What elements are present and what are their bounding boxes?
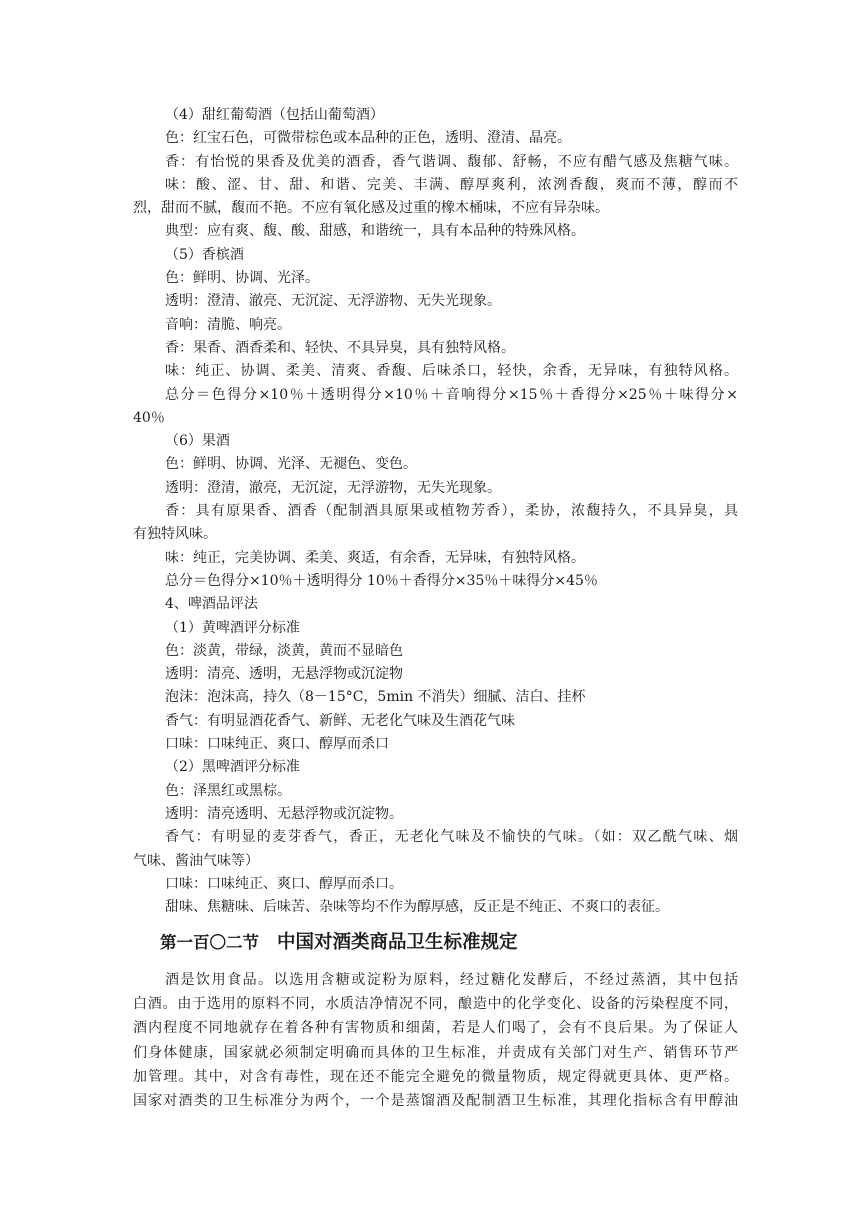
text-line: （1）黄啤酒评分标准 [165,619,300,636]
text-line: 4、啤酒品评法 [165,596,258,613]
text-line: 透明：澄清，澈亮，无沉淀，无浮游物，无失光现象。 [165,479,501,496]
text-line: 甜味、焦糖味、后味苦、杂味等均不作为醇厚感，反正是不纯正、不爽口的表征。 [165,899,669,916]
text-line: 总分＝色得分×10％＋透明得分 10％＋香得分×35％＋味得分×45％ [165,572,598,589]
section-title: 中国对酒类商品卫生标准规定 [277,932,518,953]
text-line: 香气：有明显的麦芽香气，香正，无老化气味及不愉快的气味。（如：双乙酰气味、烟 [165,829,738,846]
text-line: 音响：清脆、响亮。 [165,316,291,333]
text-line: 香：有怡悦的果香及优美的酒香，香气谐调、馥郁、舒畅，不应有醋气感及焦糖气味。 [165,153,738,170]
text-line: 们身体健康，国家就必须制定明确而具体的卫生标准，并责成有关部门对生产、销售环节严 [133,1044,738,1061]
hygiene-standard-paragraph [133,968,738,1113]
text-line: 酒是饮用食品。以选用含糖或淀粉为原料，经过糖化发酵后，不经过蒸酒，其中包括 [165,972,738,988]
text-line: （6）果酒 [165,433,230,450]
section-number: 第一百〇二节 [160,933,259,952]
text-line: 香气：有明显酒花香气、新鲜、无老化气味及生酒花气味 [165,712,515,729]
text-line: 色：淡黄，带绿，淡黄，黄而不显暗色 [165,642,403,659]
text-line: 透明：清亮、透明，无悬浮物或沉淀物 [165,666,403,683]
text-line: 色：红宝石色，可微带棕色或本品种的正色，透明、澄清、晶亮。 [165,130,571,147]
text-line: 国家对酒类的卫生标准分为两个，一个是蒸馏酒及配制酒卫生标准，其理化指标含有甲醇油 [133,1092,738,1109]
text-line: （5）香槟酒 [165,246,244,263]
text-line: （2）黑啤酒评分标准 [165,759,300,776]
text-line: 口味：口味纯正、爽口、醇厚而杀口。 [165,875,403,892]
text-line: 香：具有原果香、酒香（配制酒具原果或植物芳香），柔协，浓馥持久，不具异臭，具 [165,503,738,520]
text-line: 加管理。其中，对含有毒性，现在还不能完全避免的微量物质，规定得就更具体、更严格。 [133,1068,738,1085]
section-heading [160,928,518,958]
text-line: 泡沫：泡沫高，持久（8－15°C，5min 不消失）细腻、洁白、挂杯 [165,689,586,706]
text-line: 味：纯正，完美协调、柔美、爽适，有余香，无异味，有独特风格。 [165,549,585,566]
text-line: 40％ [133,409,165,426]
wine-evaluation-section [133,104,738,919]
text-line: 香：果香、酒香柔和、轻快、不具异臭，具有独特风格。 [165,339,515,356]
text-line: （4）甜红葡萄酒（包括山葡萄酒） [165,107,384,123]
text-line: 透明：澄清、澈亮、无沉淀、无浮游物、无失光现象。 [165,293,501,310]
text-line: 色：泽黑红或黑棕。 [165,782,291,799]
text-line: 透明：清亮透明、无悬浮物或沉淀物。 [165,805,403,822]
text-line: 味：纯正、协调、柔美、清爽、香馥、后味杀口，轻快，余香，无异味，有独特风格。 [165,363,738,380]
text-line: 色：鲜明、协调、光泽。 [165,270,319,287]
text-line: 总分＝色得分×10％＋透明得分×10％＋音响得分×15％＋香得分×25％＋味得分× [165,386,738,403]
text-line: 酒内程度不同地就存在着各种有害物质和细菌，若是人们喝了，会有不良后果。为了保证人 [133,1020,738,1037]
text-line: 色：鲜明、协调、光泽、无褪色、变色。 [165,456,417,473]
text-line: 气味、酱油气味等） [133,852,259,869]
text-line: 口味：口味纯正、爽口、醇厚而杀口 [165,736,389,753]
text-line: 有独特风味。 [133,526,217,543]
text-line: 味：酸、涩、甘、甜、和谐、完美、丰满、醇厚爽利，浓洌香馥，爽而不薄，醇而不 [165,176,738,193]
text-line: 烈，甜而不腻，馥而不艳。不应有氧化感及过重的橡木桶味，不应有异杂味。 [133,200,609,217]
text-line: 典型：应有爽、馥、酸、甜感，和谐统一，具有本品种的特殊风格。 [165,223,585,240]
text-line: 白酒。由于选用的原料不同，水质洁净情况不同，酿造中的化学变化、设备的污染程度不同， [133,996,738,1013]
